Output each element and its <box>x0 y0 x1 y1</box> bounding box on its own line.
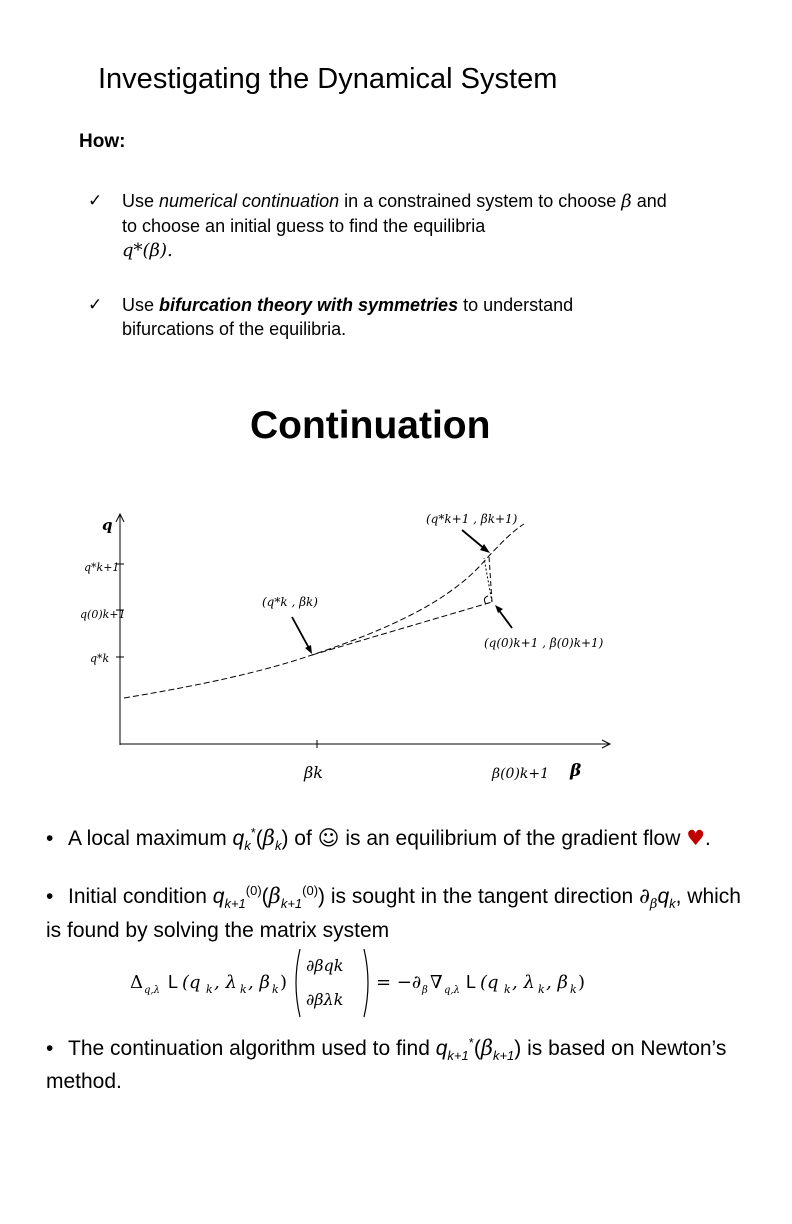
bullet-1-text-d: . <box>705 827 711 850</box>
bullet-1-q: q <box>232 827 245 850</box>
how-label: How: <box>79 131 126 152</box>
bullet-2-deriv-q-sub: k <box>669 896 676 912</box>
bullet-2-q-sub: k+1 <box>224 896 246 912</box>
eq-args-1-k3: k <box>272 983 279 996</box>
eq-args-2-mid: , λ <box>512 972 535 993</box>
bullet-1-beta: β <box>262 826 275 850</box>
bullet-2-deriv: ∂ <box>639 884 650 908</box>
eq-args-2-close: ) <box>578 972 586 993</box>
correction-path-a <box>484 558 492 602</box>
y-axis-label: q <box>102 516 113 534</box>
eq-args-2-k3: k <box>570 983 577 996</box>
y-tick-label-2: q(0)k+1 <box>80 608 126 621</box>
matrix-equation <box>126 943 616 1023</box>
how-item-1-tail: q*(β). <box>122 240 173 261</box>
bullet-2-q-sup: (0) <box>245 883 262 898</box>
bullet-3-beta-sub: k+1 <box>492 1048 515 1064</box>
bullet-2: • Initial condition $q_{k+1}^{(0)}(\beta_{k+1}^{(0)})$ is sought in the tangent direction $\partial_\beta q_k$, which is found by solving the matrix system <box>46 883 741 943</box>
arrowhead-qstar-k <box>305 645 312 654</box>
annotation-qstar-k1: (q*k+1 , βk+1) <box>426 512 518 526</box>
bullet-2-beta-sup: (0) <box>302 883 319 898</box>
eq-paren-left <box>296 949 300 1017</box>
bullet-1-text-c: is an equilibrium of the gradient flow <box>339 827 687 850</box>
eq-args-2: (q <box>480 972 499 993</box>
eq-rhs-sub: β <box>422 985 428 996</box>
y-tick-label-1: q*k+1 <box>84 561 120 574</box>
bullet-2-beta: β <box>268 884 281 908</box>
tangent-line <box>312 602 492 655</box>
check-icon-2: ✓ <box>88 295 103 315</box>
bullet-1-q-sub: k <box>244 838 251 854</box>
arrow-to-qstar-k <box>292 617 310 650</box>
right-angle-marker <box>484 596 488 604</box>
how-item-1 <box>122 189 682 263</box>
bullet-2-beta-sub: k+1 <box>280 896 303 912</box>
bullet-2-text-a: Initial condition <box>68 885 213 908</box>
annotation-qstar-k: (q*k , βk) <box>262 595 318 609</box>
heart-icon: ♥ <box>686 826 706 850</box>
bullet-1: • A local maximum $q_k^*(\beta_k)$ of ☺ is an equilibrium of the gradient flow ♥. <box>46 825 711 854</box>
annotation-q0-k1: (q(0)k+1 , β(0)k+1) <box>484 636 604 650</box>
bullet-3-text-b: ) is based on Newton’s method. <box>46 1037 727 1094</box>
arrow-to-q0-k1 <box>498 609 512 628</box>
eq-nabla: ∇ <box>430 972 443 993</box>
eq-vec-top: ∂βqk <box>306 956 344 975</box>
bullet-3-q-sup: * <box>468 1035 474 1050</box>
eq-nabla-sub: q,λ <box>444 985 460 996</box>
how-item-2-post: to understand bifurcations of the equilibria. <box>122 295 574 339</box>
equilibria-curve <box>124 524 524 698</box>
eq-L-1: L <box>168 972 179 992</box>
arrowhead-q0-k1 <box>495 605 503 613</box>
eq-vec-bottom: ∂βλk <box>306 990 344 1009</box>
eq-args-1: (q <box>182 972 201 993</box>
bullet-3-q: q <box>435 1037 448 1060</box>
eq-args-2-k1: k <box>504 983 511 996</box>
bullet-2-paren: ( <box>261 885 269 908</box>
bullet-2-deriv-sub: β <box>649 897 658 913</box>
smiley-icon: ☺ <box>317 826 340 850</box>
x-axis-label: β <box>570 761 582 781</box>
eq-args-1-close: ) <box>280 972 288 993</box>
how-item-2-emph: bifurcation theory with symmetries <box>159 295 459 315</box>
bullet-2-text-b: ) is sought in the tangent direction <box>318 885 640 908</box>
eq-L-2: L <box>466 972 477 992</box>
section-title: Continuation <box>250 404 491 447</box>
bullet-2-text-c: , which is found by solving the matrix system <box>46 885 741 943</box>
x-tick-label-1: βk <box>304 763 323 782</box>
bullet-3-q-sub: k+1 <box>447 1048 469 1064</box>
bullet-2-q: q <box>212 885 225 908</box>
how-item-1-post: and to choose an initial guess to find the equilibria <box>122 191 667 236</box>
eq-args-1-mid2: , β <box>248 972 270 993</box>
bullet-3-paren: ( <box>473 1037 481 1060</box>
eq-args-1-mid: , λ <box>214 972 237 993</box>
eq-args-1-k1: k <box>206 983 213 996</box>
how-item-2 <box>122 293 642 341</box>
bullet-1-q-sup: * <box>250 825 256 840</box>
eq-args-2-k2: k <box>538 983 545 996</box>
bullet-2-deriv-q: q <box>657 885 670 908</box>
bullet-1-paren: ( <box>255 827 263 850</box>
how-item-1-pre: Use <box>122 191 160 211</box>
eq-equals: = −∂ <box>376 972 422 993</box>
how-item-2-pre: Use <box>122 295 160 315</box>
check-icon-1: ✓ <box>88 191 103 211</box>
how-item-1-mid: in a constrained system to choose <box>339 191 622 211</box>
eq-args-2-mid2: , β <box>546 972 568 993</box>
how-item-1-emph: numerical continuation <box>159 191 340 211</box>
eq-paren-right <box>364 949 368 1017</box>
page-title: Investigating the Dynamical System <box>98 63 558 95</box>
eq-args-1-k2: k <box>240 983 247 996</box>
bullet-1-text-a: A local maximum <box>68 827 233 850</box>
x-tick-label-2: β(0)k+1 <box>492 766 550 782</box>
how-item-1-beta: β <box>621 191 632 212</box>
bullet-3: • The continuation algorithm used to find $q_{k+1}^*(\beta_{k+1})$ is based on Newton’s method. <box>46 1035 727 1094</box>
correction-path-b <box>489 556 492 602</box>
bullet-3-beta: β <box>480 1036 493 1060</box>
bullet-1-text-b: ) of <box>281 827 318 850</box>
bullet-1-beta-sub: k <box>274 838 282 854</box>
continuation-diagram <box>72 500 632 800</box>
bullet-3-text-a: The continuation algorithm used to find <box>68 1037 436 1060</box>
y-tick-label-3: q*k <box>90 652 110 665</box>
eq-delta-sub: q,λ <box>144 985 160 996</box>
eq-delta: Δ <box>130 972 143 993</box>
